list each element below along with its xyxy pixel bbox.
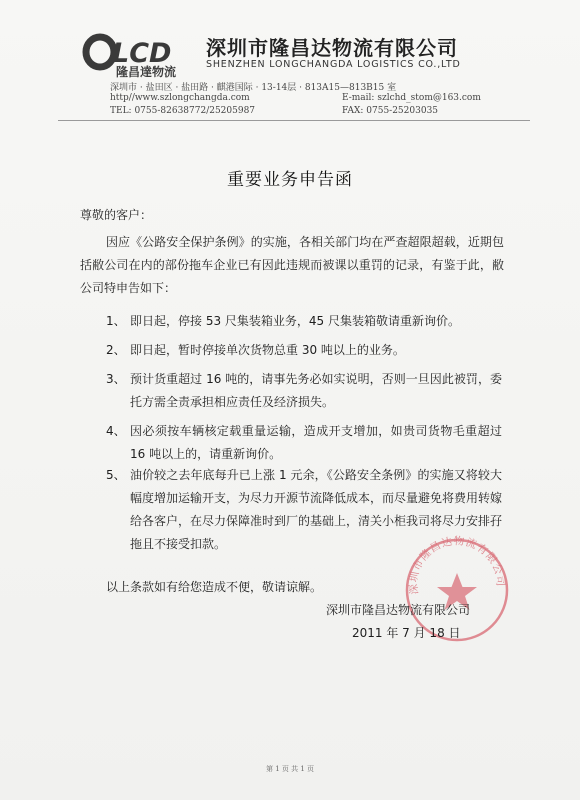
closing-line: 以上条款如有给您造成不便，敬请谅解。 [106,580,323,594]
letter-title: 重要业务申告函 [227,170,353,190]
list-item-text: 预计货重超过 16 吨的，请事先务必如实说明，否则一旦因此被罚，委托方需全责承担相应责任及经济损失。 [130,372,502,409]
list-item [106,310,502,333]
signature-company: 深圳市隆昌达物流有限公司 [326,603,471,617]
list-item-number: 4、 [106,424,126,438]
list-item-text: 即日起，暂时停接单次货物总重 30 吨以上的业务。 [130,343,405,357]
signature-date: 2011 年 7 月 18 日 [352,626,461,640]
company-address: 深圳市 · 盐田区 · 盐田路 · 麒港国际 · 13-14层 · 813A15—813B15 室 [110,83,397,93]
company-name-en: SHENZHEN LONGCHANGDA LOGISTICS CO.,LTD [206,59,461,70]
list-item [106,368,502,414]
list-item [106,339,502,362]
logo-sub-text: 隆昌達物流 [116,65,177,78]
company-name-cn: 深圳市隆昌达物流有限公司 [206,36,458,60]
intro-paragraph: 因应《公路安全保护条例》的实施，各相关部门均在严查超限超载，近期包括敝公司在内的部份拖车企业已有因此违规而被课以重罚的记录，有鉴于此，敝公司特申告如下： [80,235,504,295]
list-item-number: 3、 [106,372,126,386]
list-item [106,420,502,466]
list-item-text: 即日起，停接 53 尺集装箱业务，45 尺集装箱敬请重新询价。 [130,314,460,328]
logo-mark-text: LCD [112,38,172,69]
list-item-number: 1、 [106,314,126,328]
list-item-number: 5、 [106,468,126,482]
fax-text: FAX: 0755-25203035 [342,106,439,116]
tel-text: TEL: 0755-82638772/25205987 [110,106,256,116]
company-logo [82,32,202,78]
contact-web-email [110,93,481,103]
contact-tel-fax [110,106,439,116]
list-item-text: 因必须按车辆核定载重量运输，造成开支增加，如贵司货物毛重超过 16 吨以上的，请重新询价。 [130,424,502,461]
email-text: E-mail: szlchd_stom@163.com [342,93,481,103]
letterhead-divider [58,120,530,121]
website-text: http//www.szlongchangda.com [110,93,250,103]
salutation: 尊敬的客户： [80,208,153,222]
list-item-number: 2、 [106,343,126,357]
page-indicator: 第 1 页 共 1 页 [265,765,315,773]
seal-text: 深圳市隆昌达物流有限公司 [407,535,507,596]
list-item-text: 油价较之去年底每升已上涨 1 元余，《公路安全条例》的实施又将较大幅度增加运输开支，为尽力开源节流降低成本，而尽量避免将费用转嫁给各客户，在尽力保障准时到厂的基础上，清关小柜我司将尽力安排孖拖且不接受扣款。 [130,468,503,551]
